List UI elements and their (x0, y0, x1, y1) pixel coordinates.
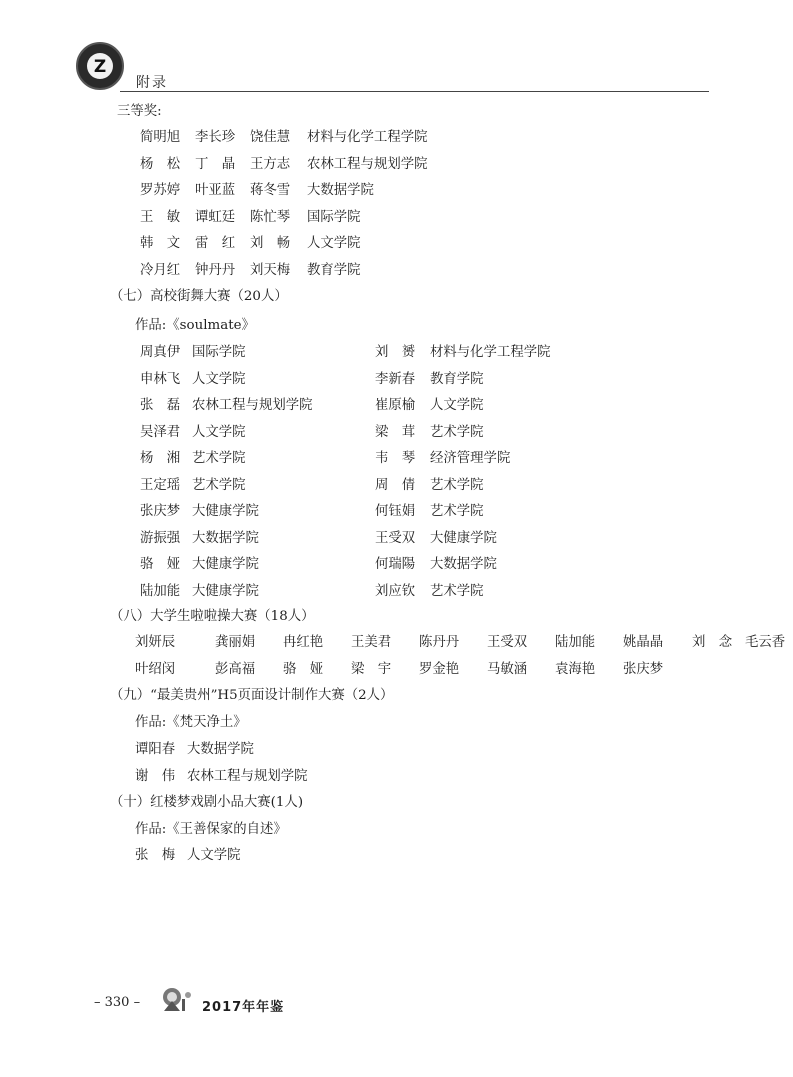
logo-letter: Z (93, 57, 107, 77)
person-name: 简明旭 (140, 130, 181, 145)
person-name: 王美君 (351, 635, 392, 650)
person-name: 杨 松 (140, 156, 181, 172)
person-name: 刘 念 (692, 635, 733, 650)
person-name: 罗苏婷 (140, 183, 181, 198)
person-name: 罗金艳 (419, 662, 460, 677)
department-name: 大数据学院 (187, 742, 254, 757)
page-number: – 330 – (94, 995, 141, 1010)
department-name: 材料与化学工程学院 (430, 345, 551, 360)
person-name: 骆 娅 (283, 662, 324, 677)
person-name: 刘 赟 (375, 345, 416, 360)
person-name: 彭高福 (215, 662, 256, 677)
yearbook-label: 2017年年鉴 (202, 1000, 285, 1015)
person-name: 马敏涵 (487, 662, 528, 677)
department-name: 艺术学院 (430, 504, 484, 519)
person-name: 申林飞 (140, 371, 181, 387)
person-name: 饶佳慧 (250, 130, 291, 145)
department-name: 大数据学院 (307, 183, 374, 198)
section7-work: 作品:《soulmate》 (135, 318, 255, 333)
person-name: 王方志 (250, 156, 291, 172)
department-name: 大数据学院 (430, 557, 497, 572)
person-name: 张庆梦 (140, 504, 181, 519)
department-name: 艺术学院 (430, 583, 484, 599)
person-name: 李新春 (375, 371, 416, 387)
person-name: 梁 茸 (375, 424, 416, 440)
section10-work: 作品:《王善保家的自述》 (135, 822, 287, 837)
person-name: 王受双 (375, 530, 416, 546)
department-name: 经济管理学院 (430, 451, 511, 466)
department-name: 人文学院 (192, 371, 246, 387)
person-name: 韦 琴 (375, 451, 416, 466)
person-name: 刘 畅 (250, 236, 291, 251)
person-name: 谭虹廷 (195, 209, 236, 225)
person-name: 钟丹丹 (195, 262, 236, 278)
section8-heading: （八）大学生啦啦操大赛（18人） (110, 609, 315, 624)
person-name: 陆加能 (555, 635, 596, 650)
person-name: 谢 伟 (135, 768, 176, 784)
person-name: 周 倩 (375, 477, 416, 493)
department-name: 农林工程与规划学院 (192, 398, 313, 413)
person-name: 龚丽娟 (215, 635, 256, 650)
department-name: 农林工程与规划学院 (307, 156, 428, 172)
department-name: 艺术学院 (430, 424, 484, 440)
section7-heading: （七）高校街舞大赛（20人） (110, 289, 288, 304)
department-name: 艺术学院 (192, 451, 246, 466)
person-name: 周真伊 (140, 345, 181, 360)
person-name: 陈忙琴 (250, 209, 291, 225)
department-name: 大健康学院 (192, 557, 259, 572)
department-name: 人文学院 (192, 424, 246, 440)
person-name: 何瑞陽 (375, 557, 416, 572)
person-name: 杨 湘 (140, 451, 181, 466)
person-name: 骆 娅 (140, 557, 181, 572)
person-name: 刘天梅 (250, 262, 291, 278)
third-prize-heading: 三等奖: (117, 104, 162, 119)
person-name: 冷月红 (140, 262, 181, 278)
person-name: 何钰娟 (375, 504, 416, 519)
person-name: 王受双 (487, 635, 528, 650)
section9-work: 作品:《梵天净土》 (135, 715, 247, 730)
person-name: 王定瑶 (140, 477, 181, 493)
person-name: 梁 宇 (351, 662, 392, 677)
department-name: 国际学院 (192, 345, 246, 360)
department-name: 材料与化学工程学院 (307, 130, 428, 145)
department-name: 教育学院 (307, 262, 361, 278)
department-name: 人文学院 (187, 848, 241, 863)
section10-heading: （十）红楼梦戏剧小品大赛(1人) (110, 795, 304, 810)
person-name: 崔原榆 (375, 398, 416, 413)
department-name: 大健康学院 (192, 504, 259, 519)
person-name: 谭阳春 (135, 742, 176, 757)
person-name: 丁 晶 (195, 156, 236, 172)
yearbook-emblem-icon (160, 985, 194, 1013)
person-name: 游振强 (140, 530, 181, 546)
person-name: 毛云香 (745, 635, 786, 650)
person-name: 刘应钦 (375, 583, 416, 599)
person-name: 蒋冬雪 (250, 183, 291, 198)
university-logo (76, 42, 124, 90)
person-name: 吴泽君 (140, 424, 181, 440)
department-name: 国际学院 (307, 209, 361, 225)
person-name: 叶绍闵 (135, 662, 176, 677)
person-name: 叶亚蓝 (195, 183, 236, 198)
department-name: 农林工程与规划学院 (187, 768, 308, 784)
section9-heading: （九）“最美贵州”H5页面设计制作大赛（2人） (110, 688, 394, 703)
person-name: 张庆梦 (623, 662, 664, 677)
person-name: 陈丹丹 (419, 635, 460, 650)
department-name: 大健康学院 (192, 583, 259, 599)
person-name: 冉红艳 (283, 635, 324, 650)
person-name: 陆加能 (140, 583, 181, 599)
department-name: 人文学院 (307, 236, 361, 251)
person-name: 张 梅 (135, 848, 176, 863)
department-name: 人文学院 (430, 398, 484, 413)
department-name: 艺术学院 (192, 477, 246, 493)
person-name: 姚晶晶 (623, 635, 664, 650)
person-name: 王 敏 (140, 209, 181, 225)
person-name: 刘妍辰 (135, 635, 176, 650)
person-name: 张 磊 (140, 398, 181, 413)
section-title: 附录 (136, 75, 168, 91)
department-name: 大健康学院 (430, 530, 497, 546)
person-name: 韩 文 (140, 236, 181, 251)
person-name: 雷 红 (195, 236, 236, 251)
department-name: 教育学院 (430, 371, 484, 387)
person-name: 袁海艳 (555, 662, 596, 677)
department-name: 大数据学院 (192, 530, 259, 546)
department-name: 艺术学院 (430, 477, 484, 493)
person-name: 李长珍 (195, 130, 236, 145)
header-rule (120, 91, 709, 92)
